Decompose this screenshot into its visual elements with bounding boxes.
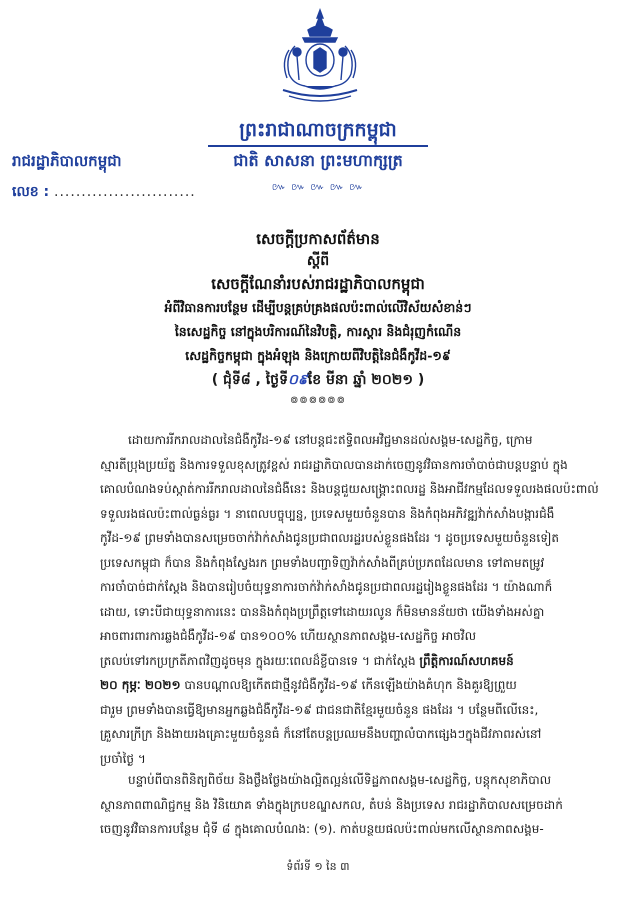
reference-label: លេខ : <box>12 184 50 200</box>
paragraph-line: ប្រទេសកម្ពុជា ក៏បាន និងកំពុងស្វែងរក ព្រមទាំងបញ្ជាទិញវ៉ាក់សាំងពីគ្រប់ប្រភពដែលមាន ទៅតាមតម្រូវ <box>100 555 545 570</box>
event-label: ព្រឹត្តិការណ៍សហគមន៍ <box>419 653 514 668</box>
heading-line-4: អំពីវិធានការបន្ថែម ដើម្បីបន្តគ្រប់គ្រងផលប៉ះពាល់លើវិស័យសំខាន់ៗ <box>164 300 472 315</box>
heading-line-6: សេដ្ឋកិច្ចកម្ពុជា ក្នុងអំឡុង និងក្រោយពីវិបត្តិនៃជំងឺកូវីដ-១៩ <box>185 348 451 363</box>
paragraph-line: អាចពារពារការឆ្លងជំងឺកូវីដ-១៩ បាន១០០% ហើយស្ថានភាពសង្គម-សេដ្ឋកិច្ច អាចវិល <box>100 629 477 643</box>
date-prefix: ( ជុំទី៨ , ថ្ងៃទី <box>211 372 288 388</box>
national-motto: ជាតិ សាសនា ព្រះមហាក្សត្រ <box>233 151 403 170</box>
reference-number <box>12 182 196 203</box>
paragraph-line: កូវីដ-១៩ ព្រមទាំងបានសម្រេចចាក់វ៉ាក់សាំងជូនប្រជាពលរដ្ឋរបស់ខ្លួនផងដែរ ។ ដូចប្រទេសមួយចំនួនទៀត <box>100 531 560 545</box>
heading-line-1: សេចក្តីប្រកាសព័ត៌មាន <box>256 230 380 248</box>
paragraph-line <box>100 673 620 698</box>
royal-coat-of-arms-icon <box>275 6 365 104</box>
document-code: ៙៙៙៙៙៙ <box>290 395 346 406</box>
date-suffix: ខែ មីនា ឆ្នាំ ២០២១ ) <box>307 372 425 388</box>
decorative-ornament: ៚ ៚ ៚ ៚ ៚ <box>271 182 365 193</box>
title-underline <box>208 145 428 147</box>
heading-date <box>60 368 576 392</box>
body-paragraph-1 <box>100 428 620 771</box>
page-number: ទំព័រទី ១ នៃ ៣ <box>286 860 350 873</box>
paragraph-line: បន្ទាប់ពីបានពិនិត្យពិច័យ និងថ្លឹងថ្លែងយ៉ាងល្អិតល្អន់លើទិដ្ឋភាពសង្គម-សេដ្ឋកិច្ច, បន្តុកសុខាភិបាល <box>128 773 552 787</box>
document-heading <box>60 228 576 410</box>
paragraph-line: ទទួលរងផលប៉ះពាល់ធ្ងន់ធ្ងរ ។ នាពេលបច្ចុប្បន្ន, ប្រទេសមួយចំនួនបាន និងកំពុងអភិវឌ្ឍវ៉ាក់សាំងបង្ការជំងឺ <box>100 506 555 521</box>
paragraph-line: ជារួម ព្រមទាំងបានធ្វើឱ្យមានអ្នកឆ្លងជំងឺកូវីដ-១៩ ជាជនជាតិខ្មែរមួយចំនួន ផងដែរ ។ បន្ថែមពីលើនេះ, <box>100 702 539 717</box>
paragraph-line: គ្រួសារក្រីក្រ និងងាយរងគ្រោះមួយចំនួនធំ ក៏នៅតែបន្តប្រឈមនឹងបញ្ហាលំបាកផ្សេងៗក្នុងជីវភាពរស់នៅ <box>100 727 542 741</box>
heading-line-5: នៃសេដ្ឋកិច្ច នៅក្នុងបរិការណ៍នៃវិបត្តិ, ការស្តារ និងជំរុញកំណើន <box>174 324 462 339</box>
paragraph-line: គោលបំណងទប់ស្កាត់ការរីករាលដាលនៃជំងឺនេះ និងបន្តជួយសង្គ្រោះពលរដ្ឋ និងអាជីវកម្មដែលទទួលរងផលប៉ះពាល់ <box>100 482 599 496</box>
heading-line-3: សេចក្តីណែនាំរបស់រាជរដ្ឋាភិបាលកម្ពុជា <box>211 275 425 293</box>
paragraph-text: បានបណ្តាលឱ្យកើតជាថ្មីនូវជំងឺកូវីដ-១៩ កើនឡើងយ៉ាងគំហុក និងគួរឱ្យព្រួយ <box>180 678 517 692</box>
date-day-handwritten: ០៩ <box>287 372 308 388</box>
issuing-government: រាជរដ្ឋាភិបាលកម្ពុជា <box>12 152 122 170</box>
paragraph-line: ដោយ, ទោះបីជាយុទ្ធនាការនេះ បាននិងកំពុងប្រព្រឹត្តទៅដោយរលូន ក៏មិនមានន័យថា យើងទាំងអស់គ្នា <box>100 604 545 619</box>
paragraph-text: ត្រលប់ទៅរកប្រក្រតីភាពវិញដូចមុន ក្នុងរយៈពេលដ៏ខ្លីបានទេ ។ ជាក់ស្តែង <box>100 653 420 668</box>
paragraph-line: ស្ថានភាពពាណិជ្ជកម្ម និង វិនិយោគ ទាំងក្នុងក្របខណ្ឌសកល, តំបន់ និងប្រទេស រាជរដ្ឋាភិបាលសម្រេចដាក់ <box>100 797 563 812</box>
paragraph-line: ដោយការរីករាលដាលនៃជំងឺកូវីដ-១៩ នៅបន្តជះឥទ្ធិពលអវិជ្ជមានដល់សង្គម-សេដ្ឋកិច្ច, ក្រោម <box>128 433 533 447</box>
kingdom-title: ព្រះរាជាណាចក្រកម្ពុជា <box>239 119 397 141</box>
paragraph-line: ស្មារតីប្រុងប្រយ័ត្ន និងការទទួលខុសត្រូវខ្ពស់ រាជរដ្ឋាភិបាលបានដាក់ចេញនូវវិធានការចាំបាច់ជាបន្តបន្ទាប់ ក្នុង <box>100 457 568 472</box>
reference-dots: .......................... <box>54 184 196 200</box>
heading-line-2: ស្តីពី <box>306 253 330 269</box>
event-date: ២០ កុម្ភៈ ២០២១ <box>100 678 181 692</box>
paragraph-line: ការចាំបាច់ជាក់ស្តែង និងបានរៀបចំយុទ្ធនាការចាក់វ៉ាក់សាំងជូនប្រជាពលរដ្ឋរៀងខ្លួនផងដែរ ។ យ៉ាងណាក៏ <box>100 580 553 594</box>
paragraph-line: ប្រចាំថ្ងៃ ។ <box>100 751 146 766</box>
paragraph-line: ចេញនូវវិធានការបន្ថែម ជុំទី ៨ ក្នុងគោលបំណង: (១). កាត់បន្ថយផលប៉ះពាល់មកលើស្ថានភាពសង្គម- <box>100 822 544 836</box>
body-paragraph-2 <box>100 768 620 842</box>
paragraph-line <box>100 649 620 674</box>
